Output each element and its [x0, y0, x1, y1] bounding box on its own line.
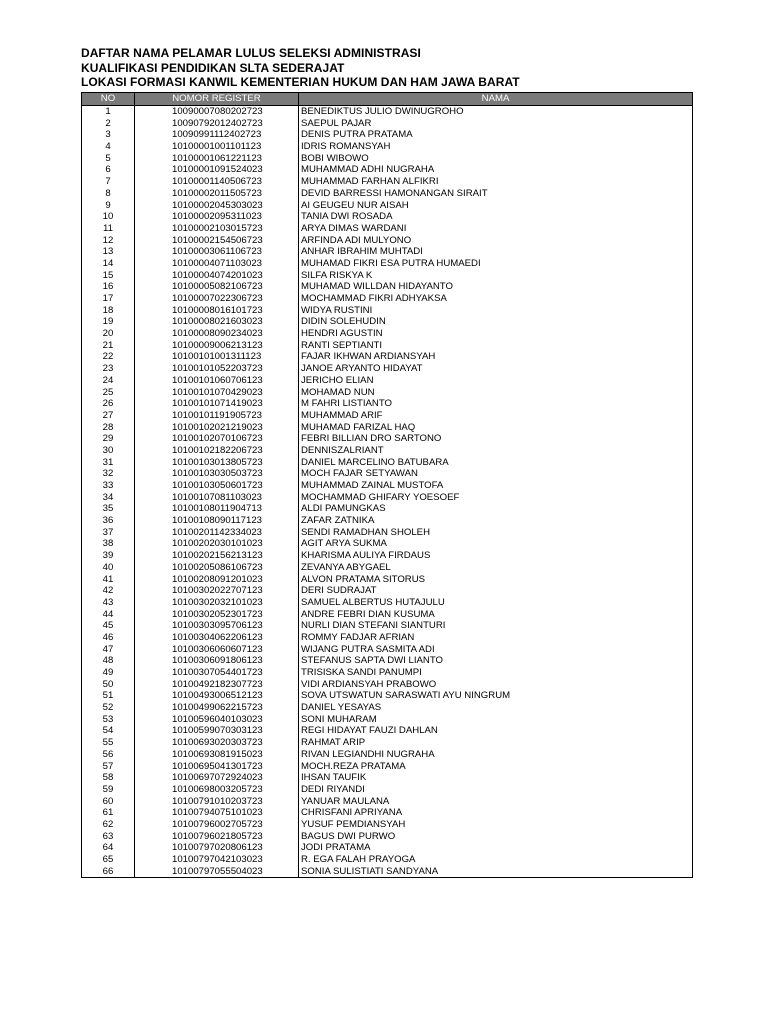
applicant-name: JERICHO ELIAN — [299, 375, 693, 387]
applicant-name: ARYA DIMAS WARDANI — [299, 223, 693, 235]
table-header-row — [82, 93, 693, 106]
applicant-name: ANHAR IBRAHIM MUHTADI — [299, 246, 693, 258]
register-number: 10100697072924023 — [135, 772, 299, 784]
register-number: 10100797020806123 — [135, 842, 299, 854]
applicant-name: SAEPUL PAJAR — [299, 117, 693, 129]
applicant-name: SILFA RISKYA K — [299, 269, 693, 281]
applicant-name: ALDI PAMUNGKAS — [299, 503, 693, 515]
table-row — [82, 632, 693, 644]
applicant-name: MUHAMMAD ZAINAL MUSTOFA — [299, 480, 693, 492]
register-number: 10100004071103023 — [135, 258, 299, 270]
register-number: 10100306091806123 — [135, 655, 299, 667]
table-row — [82, 304, 693, 316]
register-number: 10100796021805723 — [135, 830, 299, 842]
row-number: 64 — [82, 842, 135, 854]
applicant-name: SAMUEL ALBERTUS HUTAJULU — [299, 597, 693, 609]
row-number: 3 — [82, 129, 135, 141]
row-number: 7 — [82, 176, 135, 188]
register-number: 10100002154506723 — [135, 234, 299, 246]
applicant-name: FAJAR IKHWAN ARDIANSYAH — [299, 351, 693, 363]
register-number: 10100796002705723 — [135, 819, 299, 831]
applicant-name: BENEDIKTUS JULIO DWINUGROHO — [299, 105, 693, 117]
row-number: 39 — [82, 550, 135, 562]
register-number: 10100208091201023 — [135, 573, 299, 585]
applicant-name: MOCHAMMAD GHIFARY YOESOEF — [299, 491, 693, 503]
row-number: 56 — [82, 749, 135, 761]
register-number: 10100791010203723 — [135, 795, 299, 807]
table-row — [82, 117, 693, 129]
row-number: 29 — [82, 433, 135, 445]
table-row — [82, 363, 693, 375]
table-row — [82, 421, 693, 433]
applicant-name: REGI HIDAYAT FAUZI DAHLAN — [299, 725, 693, 737]
row-number: 42 — [82, 585, 135, 597]
applicant-name: JODI PRATAMA — [299, 842, 693, 854]
row-number: 62 — [82, 819, 135, 831]
row-number: 11 — [82, 223, 135, 235]
table-body — [82, 105, 693, 877]
applicant-name: R. EGA FALAH PRAYOGA — [299, 854, 693, 866]
table-row — [82, 538, 693, 550]
row-number: 63 — [82, 830, 135, 842]
table-row — [82, 690, 693, 702]
table-row — [82, 491, 693, 503]
applicant-name: DEDI RIYANDI — [299, 784, 693, 796]
row-number: 22 — [82, 351, 135, 363]
row-number: 28 — [82, 421, 135, 433]
applicant-name: ALVON PRATAMA SITORUS — [299, 573, 693, 585]
row-number: 31 — [82, 456, 135, 468]
table-row — [82, 433, 693, 445]
register-number: 10100302052301723 — [135, 608, 299, 620]
table-row — [82, 819, 693, 831]
applicant-name: MOCH.REZA PRATAMA — [299, 760, 693, 772]
table-row — [82, 772, 693, 784]
register-number: 10100695041301723 — [135, 760, 299, 772]
table-row — [82, 585, 693, 597]
applicant-name: WIJANG PUTRA SASMITA ADI — [299, 643, 693, 655]
register-number: 10100693081915023 — [135, 749, 299, 761]
table-row — [82, 351, 693, 363]
table-row — [82, 842, 693, 854]
applicant-name: AI GEUGEU NUR AISAH — [299, 199, 693, 211]
row-number: 60 — [82, 795, 135, 807]
table-row — [82, 129, 693, 141]
table-row — [82, 643, 693, 655]
table-row — [82, 445, 693, 457]
table-row — [82, 678, 693, 690]
register-number: 10100499062215723 — [135, 702, 299, 714]
row-number: 24 — [82, 375, 135, 387]
applicant-table — [81, 92, 693, 878]
row-number: 44 — [82, 608, 135, 620]
register-number: 10100303095706123 — [135, 620, 299, 632]
register-number: 10100797042103023 — [135, 854, 299, 866]
applicant-name: IDRIS ROMANSYAH — [299, 141, 693, 153]
row-number: 59 — [82, 784, 135, 796]
document-header — [81, 46, 701, 90]
row-number: 36 — [82, 515, 135, 527]
register-number: 10090792012402723 — [135, 117, 299, 129]
table-row — [82, 667, 693, 679]
register-number: 10100306060607123 — [135, 643, 299, 655]
table-row — [82, 830, 693, 842]
table-row — [82, 293, 693, 305]
table-row — [82, 807, 693, 819]
register-number: 10100205086106723 — [135, 562, 299, 574]
register-number: 10100003061106723 — [135, 246, 299, 258]
row-number: 38 — [82, 538, 135, 550]
table-row — [82, 795, 693, 807]
row-number: 65 — [82, 854, 135, 866]
register-number: 10100103030503723 — [135, 468, 299, 480]
table-row — [82, 223, 693, 235]
register-number: 10100102021219023 — [135, 421, 299, 433]
table-row — [82, 468, 693, 480]
applicant-name: DANIEL YESAYAS — [299, 702, 693, 714]
row-number: 5 — [82, 152, 135, 164]
applicant-name: DEVID BARRESSI HAMONANGAN SIRAIT — [299, 188, 693, 200]
row-number: 33 — [82, 480, 135, 492]
table-row — [82, 152, 693, 164]
row-number: 23 — [82, 363, 135, 375]
register-number: 10100001140506723 — [135, 176, 299, 188]
register-number: 10100302032101023 — [135, 597, 299, 609]
applicant-name: WIDYA RUSTINI — [299, 304, 693, 316]
register-number: 10100101060706123 — [135, 375, 299, 387]
row-number: 4 — [82, 141, 135, 153]
row-number: 52 — [82, 702, 135, 714]
table-row — [82, 655, 693, 667]
row-number: 40 — [82, 562, 135, 574]
row-number: 51 — [82, 690, 135, 702]
applicant-name: ZEVANYA ABYGAEL — [299, 562, 693, 574]
table-row — [82, 597, 693, 609]
register-number: 10100008016101723 — [135, 304, 299, 316]
register-number: 10100001001101123 — [135, 141, 299, 153]
table-row — [82, 725, 693, 737]
applicant-name: DENIS PUTRA PRATAMA — [299, 129, 693, 141]
table-row — [82, 854, 693, 866]
applicant-name: DERI SUDRAJAT — [299, 585, 693, 597]
register-number: 10100107081103023 — [135, 491, 299, 503]
row-number: 30 — [82, 445, 135, 457]
register-number: 10100108011904713 — [135, 503, 299, 515]
applicant-name: SONI MUHARAM — [299, 713, 693, 725]
applicant-name: RAHMAT ARIP — [299, 737, 693, 749]
table-row — [82, 526, 693, 538]
applicant-name: MOHAMAD NUN — [299, 386, 693, 398]
row-number: 45 — [82, 620, 135, 632]
row-number: 46 — [82, 632, 135, 644]
row-number: 18 — [82, 304, 135, 316]
register-number: 10100101070429023 — [135, 386, 299, 398]
applicant-name: ARFINDA ADI MULYONO — [299, 234, 693, 246]
register-number: 10100492182307723 — [135, 678, 299, 690]
register-number: 10100307054401723 — [135, 667, 299, 679]
register-number: 10100101001311123 — [135, 351, 299, 363]
row-number: 57 — [82, 760, 135, 772]
register-number: 10100007022306723 — [135, 293, 299, 305]
table-row — [82, 375, 693, 387]
register-number: 10100008090234023 — [135, 328, 299, 340]
table-row — [82, 339, 693, 351]
applicant-name: ROMMY FADJAR AFRIAN — [299, 632, 693, 644]
row-number: 35 — [82, 503, 135, 515]
row-number: 19 — [82, 316, 135, 328]
table-row — [82, 713, 693, 725]
register-number: 10100002045303023 — [135, 199, 299, 211]
applicant-name: MUHAMMAD ADHI NUGRAHA — [299, 164, 693, 176]
table-row — [82, 188, 693, 200]
applicant-name: MUHAMAD FIKRI ESA PUTRA HUMAEDI — [299, 258, 693, 270]
row-number: 21 — [82, 339, 135, 351]
document-title: DAFTAR NAMA PELAMAR LULUS SELEKSI ADMINISTRASI — [81, 46, 421, 60]
applicant-name: HENDRI AGUSTIN — [299, 328, 693, 340]
table-row — [82, 784, 693, 796]
row-number: 58 — [82, 772, 135, 784]
table-row — [82, 398, 693, 410]
row-number: 13 — [82, 246, 135, 258]
applicant-name: RANTI SEPTIANTI — [299, 339, 693, 351]
row-number: 43 — [82, 597, 135, 609]
row-number: 8 — [82, 188, 135, 200]
row-number: 53 — [82, 713, 135, 725]
register-number: 10100005082106723 — [135, 281, 299, 293]
row-number: 2 — [82, 117, 135, 129]
table-row — [82, 316, 693, 328]
register-number: 10100693020303723 — [135, 737, 299, 749]
register-number: 10100103050601723 — [135, 480, 299, 492]
register-number: 10100101071419023 — [135, 398, 299, 410]
register-number: 10100008021603023 — [135, 316, 299, 328]
register-number: 10100102070106723 — [135, 433, 299, 445]
register-number: 10090991112402723 — [135, 129, 299, 141]
row-number: 48 — [82, 655, 135, 667]
register-number: 10100009006213123 — [135, 339, 299, 351]
column-header-name: NAMA — [299, 93, 693, 106]
row-number: 66 — [82, 865, 135, 877]
row-number: 34 — [82, 491, 135, 503]
register-number: 10100002095311023 — [135, 211, 299, 223]
applicant-name: SENDI RAMADHAN SHOLEH — [299, 526, 693, 538]
table-row — [82, 141, 693, 153]
applicant-name: TRISISKA SANDI PANUMPI — [299, 667, 693, 679]
register-number: 10100698003205723 — [135, 784, 299, 796]
applicant-name: KHARISMA AULIYA FIRDAUS — [299, 550, 693, 562]
row-number: 15 — [82, 269, 135, 281]
column-header-register: NOMOR REGISTER — [135, 93, 299, 106]
table-row — [82, 410, 693, 422]
row-number: 20 — [82, 328, 135, 340]
applicant-name: M FAHRI LISTIANTO — [299, 398, 693, 410]
register-number: 10100202156213123 — [135, 550, 299, 562]
table-row — [82, 749, 693, 761]
location-subtitle: LOKASI FORMASI KANWIL KEMENTERIAN HUKUM DAN HAM JAWA BARAT — [81, 75, 520, 90]
applicant-name: MUHAMMAD ARIF — [299, 410, 693, 422]
applicant-name: TANIA DWI ROSADA — [299, 211, 693, 223]
row-number: 49 — [82, 667, 135, 679]
register-number: 10100304062206123 — [135, 632, 299, 644]
applicant-name: VIDI ARDIANSYAH PRABOWO — [299, 678, 693, 690]
row-number: 17 — [82, 293, 135, 305]
table-row — [82, 608, 693, 620]
applicant-name: MUHAMAD WILLDAN HIDAYANTO — [299, 281, 693, 293]
table-row — [82, 515, 693, 527]
applicant-name: SONIA SULISTIATI SANDYANA — [299, 865, 693, 877]
table-row — [82, 105, 693, 117]
applicant-name: DENNISZALRIANT — [299, 445, 693, 457]
table-row — [82, 246, 693, 258]
row-number: 54 — [82, 725, 135, 737]
applicant-name: MOCHAMMAD FIKRI ADHYAKSA — [299, 293, 693, 305]
table-row — [82, 562, 693, 574]
row-number: 10 — [82, 211, 135, 223]
table-row — [82, 456, 693, 468]
register-number: 10100302022707123 — [135, 585, 299, 597]
table-row — [82, 176, 693, 188]
table-row — [82, 620, 693, 632]
register-number: 10100794075101023 — [135, 807, 299, 819]
register-number: 10100001061221123 — [135, 152, 299, 164]
table-row — [82, 386, 693, 398]
table-row — [82, 702, 693, 714]
table-row — [82, 503, 693, 515]
table-row — [82, 760, 693, 772]
register-number: 10100101052203723 — [135, 363, 299, 375]
register-number: 10100797055504023 — [135, 865, 299, 877]
applicant-name: BOBI WIBOWO — [299, 152, 693, 164]
applicant-name: DIDIN SOLEHUDIN — [299, 316, 693, 328]
row-number: 50 — [82, 678, 135, 690]
applicant-name: AGIT ARYA SUKMA — [299, 538, 693, 550]
applicant-name: MOCH FAJAR SETYAWAN — [299, 468, 693, 480]
register-number: 10100004074201023 — [135, 269, 299, 281]
applicant-name: YUSUF PEMDIANSYAH — [299, 819, 693, 831]
register-number: 10100001091524023 — [135, 164, 299, 176]
table-row — [82, 480, 693, 492]
applicant-name: RIVAN LEGIANDHI NUGRAHA — [299, 749, 693, 761]
applicant-name: CHRISFANI APRIYANA — [299, 807, 693, 819]
applicant-name: ANDRE FEBRI DIAN KUSUMA — [299, 608, 693, 620]
table-row — [82, 573, 693, 585]
row-number: 12 — [82, 234, 135, 246]
applicant-name: ZAFAR ZATNIKA — [299, 515, 693, 527]
column-header-no: NO — [82, 93, 135, 106]
row-number: 47 — [82, 643, 135, 655]
register-number: 10100493006512123 — [135, 690, 299, 702]
register-number: 10100596040103023 — [135, 713, 299, 725]
register-number: 10100599070303123 — [135, 725, 299, 737]
row-number: 6 — [82, 164, 135, 176]
table-row — [82, 199, 693, 211]
applicant-name: SOVA UTSWATUN SARASWATI AYU NINGRUM — [299, 690, 693, 702]
row-number: 16 — [82, 281, 135, 293]
applicant-name: JANOE ARYANTO HIDAYAT — [299, 363, 693, 375]
register-number: 10090007080202723 — [135, 105, 299, 117]
row-number: 37 — [82, 526, 135, 538]
register-number: 10100101191905723 — [135, 410, 299, 422]
table-row — [82, 164, 693, 176]
applicant-name: BAGUS DWI PURWO — [299, 830, 693, 842]
qualification-subtitle: KUALIFIKASI PENDIDIKAN SLTA SEDERAJAT — [81, 60, 345, 75]
table-row — [82, 234, 693, 246]
row-number: 27 — [82, 410, 135, 422]
row-number: 9 — [82, 199, 135, 211]
table-row — [82, 550, 693, 562]
applicant-name: MUHAMMAD FARHAN ALFIKRI — [299, 176, 693, 188]
row-number: 55 — [82, 737, 135, 749]
register-number: 10100002103015723 — [135, 223, 299, 235]
row-number: 61 — [82, 807, 135, 819]
row-number: 1 — [82, 105, 135, 117]
row-number: 14 — [82, 258, 135, 270]
register-number: 10100102182206723 — [135, 445, 299, 457]
applicant-name: MUHAMAD FARIZAL HAQ — [299, 421, 693, 433]
table-row — [82, 865, 693, 877]
register-number: 10100202030101023 — [135, 538, 299, 550]
applicant-name: DANIEL MARCELINO BATUBARA — [299, 456, 693, 468]
row-number: 41 — [82, 573, 135, 585]
table-row — [82, 211, 693, 223]
row-number: 25 — [82, 386, 135, 398]
applicant-name: STEFANUS SAPTA DWI LIANTO — [299, 655, 693, 667]
table-row — [82, 737, 693, 749]
row-number: 26 — [82, 398, 135, 410]
row-number: 32 — [82, 468, 135, 480]
register-number: 10100103013805723 — [135, 456, 299, 468]
register-number: 10100002011505723 — [135, 188, 299, 200]
table-row — [82, 328, 693, 340]
table-row — [82, 269, 693, 281]
register-number: 10100108090117123 — [135, 515, 299, 527]
applicant-name: YANUAR MAULANA — [299, 795, 693, 807]
applicant-name: FEBRI BILLIAN DRO SARTONO — [299, 433, 693, 445]
table-row — [82, 281, 693, 293]
register-number: 10100201142334023 — [135, 526, 299, 538]
applicant-name: NURLI DIAN STEFANI SIANTURI — [299, 620, 693, 632]
table-row — [82, 258, 693, 270]
applicant-name: IHSAN TAUFIK — [299, 772, 693, 784]
